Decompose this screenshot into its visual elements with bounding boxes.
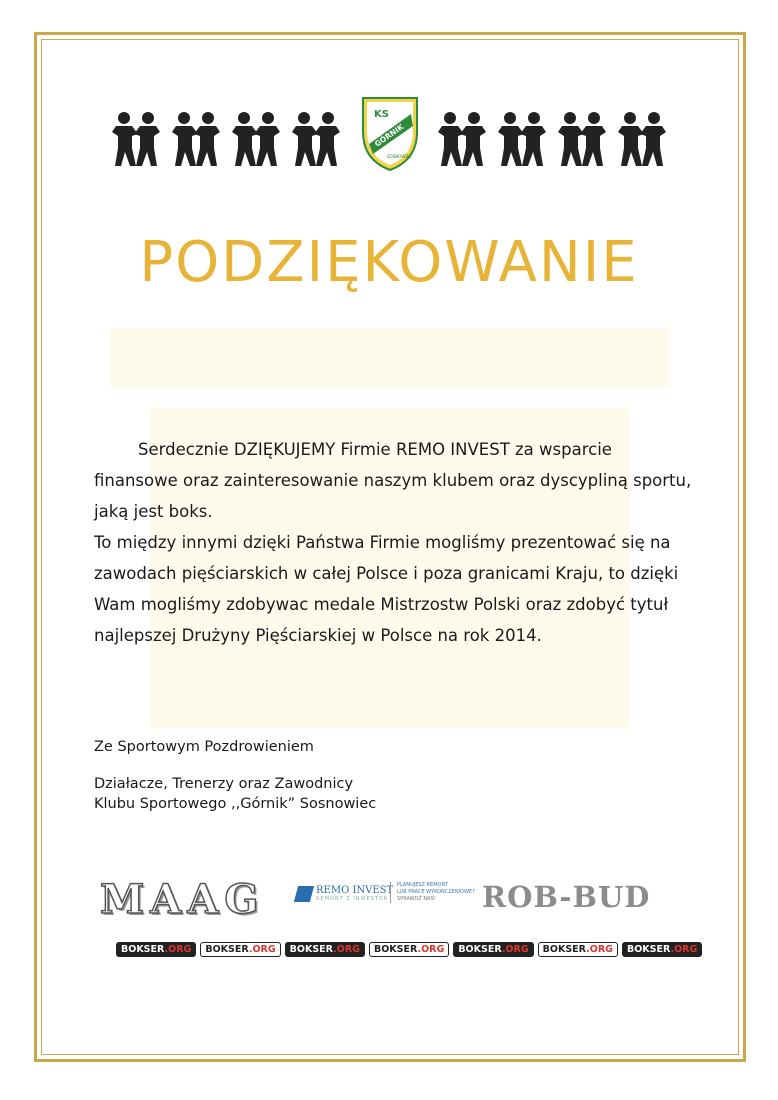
bokser-org-badge: BOKSER.ORG — [453, 942, 533, 957]
bokser-org-badge: BOKSER.ORG — [285, 942, 365, 957]
body-paragraph-1: Serdecznie DZIĘKUJEMY Firmie REMO INVEST za wsparcie finansowe oraz zainteresowanie naszym klubem oraz dyscypliną sportu, jaką jest boks. — [94, 440, 692, 521]
thank-you-body — [94, 434, 694, 651]
body-paragraph-2: To między innymi dzięki Państwa Firmie mogliśmy prezentować się na zawodach pięściarskich w całej Polsce i poza granicami Kraju, to dzięki Wam mogliśmy zdobywac medale Mistrzostw Polski oraz zdobyć tytuł najlepszej Drużyny Pięściarskiej w Polsce na rok 2014. — [94, 533, 679, 645]
bokser-org-badge: BOKSER.ORG — [116, 942, 196, 957]
boxer-pair-icon — [616, 110, 668, 168]
closing-block — [94, 737, 376, 814]
boxer-pair-icon — [496, 110, 548, 168]
planuj-remont-tagline — [390, 882, 475, 903]
tagline-line-3: SPRAWDŹ NAS! — [397, 896, 436, 902]
logo-name-text: GÓRNIK — [372, 122, 406, 149]
boxer-pair-icon — [110, 110, 162, 168]
bokser-org-badge: BOKSER.ORG — [622, 942, 702, 957]
closing-greeting: Ze Sportowym Pozdrowieniem — [94, 739, 314, 755]
remo-invest-logo — [296, 886, 393, 902]
maag-logo: MAAG — [100, 876, 265, 923]
boxer-pair-icon — [436, 110, 488, 168]
boxer-pair-icon — [290, 110, 342, 168]
tagline-line-1: PLANUJESZ REMONT — [397, 882, 449, 888]
bokser-org-badge: BOKSER.ORG — [369, 942, 449, 957]
remo-invest-subtitle: REMONT Z INWESTOR — [316, 896, 389, 902]
logo-city-text: SOSNOWIEC — [387, 154, 412, 159]
boxer-pair-icon — [230, 110, 282, 168]
remo-invest-mark-icon — [294, 886, 314, 902]
logo-ks-text: KS — [374, 109, 389, 120]
boxer-pair-icon — [170, 110, 222, 168]
bokser-org-badge: BOKSER.ORG — [200, 942, 280, 957]
remo-invest-name: REMO INVEST — [316, 885, 394, 896]
boxer-pair-icon — [556, 110, 608, 168]
tagline-line-2: LUB PRACE WYKOŃCZENIOWE? — [397, 889, 475, 895]
document-title: PODZIĘKOWANIE — [139, 230, 639, 295]
sponsor-logos — [100, 876, 670, 923]
signature-line-2: Klubu Sportowego ,,Górnik” Sosnowiec — [94, 796, 377, 812]
rob-bud-logo: ROB-BUD — [482, 880, 651, 914]
header-emblem — [110, 92, 670, 182]
bokser-org-badges — [116, 942, 702, 957]
gornik-club-logo — [357, 92, 423, 172]
signature-line-1: Działacze, Trenerzy oraz Zawodnicy — [94, 776, 354, 792]
bokser-org-badge: BOKSER.ORG — [538, 942, 618, 957]
